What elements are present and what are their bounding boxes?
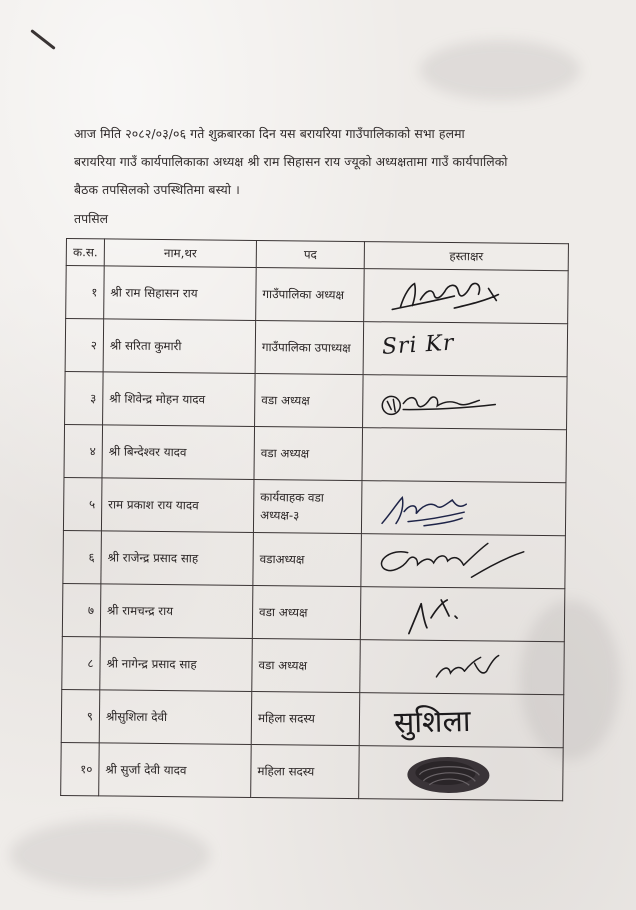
signature-cell: [363, 322, 568, 377]
signature-drawing: [370, 269, 575, 323]
table-row: [63, 530, 566, 588]
row-sn: २: [65, 319, 104, 372]
thumbprint-icon: [405, 755, 491, 796]
row-sn: १०: [61, 742, 100, 795]
signature-cell-empty: [362, 428, 567, 483]
row-name: श्री सरिता कुमारी: [103, 319, 256, 374]
row-name: श्री शिवेन्द्र मोहन यादव: [103, 372, 256, 427]
table-row: [61, 742, 564, 800]
paragraph-line: बैठक तपसिलको उपस्थितिमा बस्यो ।: [74, 182, 240, 197]
row-post: वडा अध्यक्ष: [254, 426, 363, 480]
row-name: श्री सुर्जा देवी यादव: [99, 743, 252, 798]
row-post: वडा अध्यक्ष: [252, 585, 361, 639]
table-row: [63, 477, 566, 535]
table-heading: तपसिल: [74, 211, 109, 226]
paper-smudge: [420, 40, 580, 100]
signature-drawing: [368, 481, 573, 535]
row-post: वडाअध्यक्ष: [253, 532, 362, 586]
signature-drawing: [369, 375, 574, 429]
row-post: महिला सदस्य: [251, 691, 360, 745]
row-post-line: कार्यवाहक वडा: [260, 490, 324, 505]
row-name: श्री राजेन्द्र प्रसाद साह: [101, 531, 254, 586]
header-name: नाम,थर: [104, 239, 256, 268]
row-post-line: अध्यक्ष-३: [260, 508, 300, 523]
header-signature: हस्ताक्षर: [364, 242, 568, 271]
signature-cell: [364, 269, 569, 324]
row-sn: ७: [62, 583, 101, 636]
header-sn: क.स.: [66, 239, 104, 266]
signature-drawing: [367, 587, 572, 641]
attendance-table: [60, 238, 569, 801]
table-row: [64, 424, 567, 482]
signature-drawing: [366, 640, 571, 694]
row-post: वडा अध्यक्ष: [252, 638, 361, 692]
minutes-paragraph: [74, 120, 574, 204]
row-name: श्री राम सिहासन राय: [104, 266, 257, 321]
row-name: श्री रामचन्द्र राय: [100, 584, 253, 639]
signature-cell: [360, 587, 565, 642]
row-sn: १: [66, 266, 105, 319]
header-post: पद: [256, 240, 364, 268]
row-name: राम प्रकाश राय यादव: [101, 478, 254, 533]
row-sn: ८: [62, 636, 101, 689]
row-name: श्री बिन्देश्वर यादव: [102, 425, 255, 480]
table-row: [62, 583, 565, 641]
signature-cell: [361, 481, 566, 536]
paragraph-line: आज मिति २०८२/०३/०६ गते शुक्रबारका दिन यस बरायरिया गाउँपालिकाको सभा हलमा: [74, 126, 465, 141]
row-post: गाउँपालिका अध्यक्ष: [256, 267, 365, 321]
signature-cell: [359, 693, 564, 748]
row-sn: ४: [64, 424, 103, 477]
table-row: [65, 371, 568, 429]
paragraph-line: बरायरिया गाउँ कार्यपालिकाका अध्यक्ष श्री राम सिहासन राय ज्यूको अध्यक्षतामा गाउँ कार्यपालिको: [74, 154, 508, 169]
signature-handwriting: सुशिला: [393, 703, 471, 741]
row-post: गाउँपालिका उपाध्यक्ष: [255, 320, 364, 374]
row-sn: ५: [63, 477, 102, 530]
signature-cell: [359, 746, 564, 801]
table-row: [62, 636, 565, 694]
row-post: महिला सदस्य: [251, 744, 360, 798]
paper-smudge: [10, 820, 210, 890]
row-name: श्री नागेन्द्र प्रसाद साह: [100, 637, 253, 692]
row-sn: ९: [61, 689, 100, 742]
signature-drawing: [367, 534, 572, 588]
row-post: [253, 479, 362, 533]
signature-cell: [361, 534, 566, 589]
row-sn: ६: [63, 530, 102, 583]
signature-handwriting: Sri Kr: [381, 330, 456, 360]
table-row: [65, 319, 568, 377]
row-sn: ३: [65, 371, 104, 424]
table-row: [66, 266, 569, 324]
row-post: वडा अध्यक्ष: [255, 373, 364, 427]
signature-cell: [363, 375, 568, 430]
table-row: [61, 689, 564, 747]
signature-cell: [360, 640, 565, 695]
row-name: श्रीसुशिला देवी: [99, 690, 252, 745]
